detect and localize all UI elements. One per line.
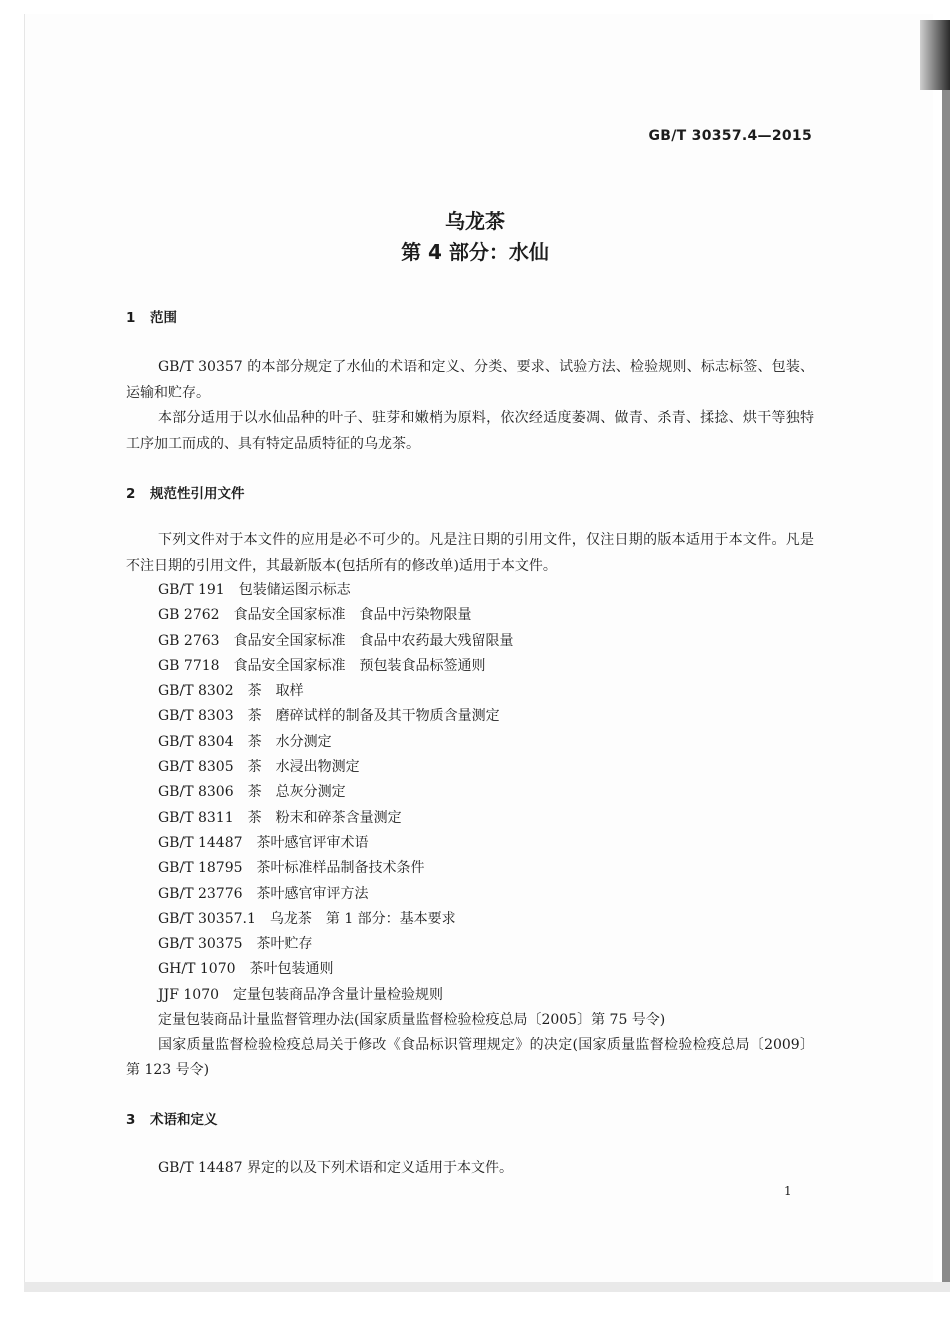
reference-code: GB/T 8302 (158, 683, 234, 700)
reference-item (158, 983, 814, 1008)
reference-title: 定量包装商品净含量计量检验规则 (233, 986, 444, 1003)
section-heading-terms (126, 1108, 218, 1128)
reference-item (158, 856, 814, 881)
scope-paragraph-2: 本部分适用于以水仙品种的叶子、驻芽和嫩梢为原料，依次经适度萎凋、做青、杀青、揉捻、烘干等独特工序加工而成的、具有特定品质特征的乌龙茶。 (126, 410, 814, 452)
section-number: 2 (126, 486, 136, 502)
reference-title: 茶叶贮存 (256, 936, 313, 953)
reference-list (158, 578, 814, 1033)
reference-title: 包装储运图示标志 (238, 582, 351, 598)
reference-code: GB/T 23776 (158, 885, 243, 902)
reference-code: GB/T 30375 (158, 936, 243, 953)
reference-title: 茶 取样 (247, 683, 304, 700)
reference-title: 茶 总灰分测定 (247, 784, 346, 801)
reference-item (158, 755, 814, 780)
section-heading-references (126, 482, 245, 502)
references-intro: 下列文件对于本文件的应用是必不可少的。凡是注日期的引用文件，仅注日期的版本适用于本文件。凡是不注日期的引用文件，其最新版本(包括所有的修改单)适用于本文件。 (126, 532, 814, 574)
section-title: 规范性引用文件 (150, 486, 245, 502)
reference-title: 茶叶标准样品制备技术条件 (256, 860, 425, 877)
reference-title: 茶 水浸出物测定 (247, 759, 360, 776)
reference-item (158, 780, 814, 805)
scope-paragraph-1: GB/T 30357 的本部分规定了水仙的术语和定义、分类、要求、试验方法、检验规则、标志标签、包装、运输和贮存。 (126, 359, 814, 401)
scan-bottom-edge (24, 1282, 950, 1292)
reference-code: GB/T 30357.1 (158, 910, 256, 927)
reference-item (158, 679, 814, 704)
document-title: 乌龙茶 (445, 209, 505, 233)
reference-item (158, 806, 814, 831)
reference-item (158, 730, 814, 755)
scan-margin (0, 0, 22, 1344)
reference-code: GB/T 191 (158, 582, 225, 598)
reference-item (158, 1008, 814, 1033)
reference-code: GB/T 8305 (158, 759, 234, 776)
reference-code: GB/T 14487 (158, 834, 243, 851)
reference-item (158, 704, 814, 729)
section-heading-scope (126, 306, 177, 326)
reference-item (158, 629, 814, 654)
reference-code: GB/T 8303 (158, 708, 234, 725)
reference-code: GB 7718 (158, 657, 220, 674)
standard-number: GB/T 30357.4—2015 (648, 128, 812, 144)
reference-title: 茶叶感官评审术语 (256, 834, 369, 851)
reference-code: GB/T 8306 (158, 784, 234, 801)
reference-item (158, 831, 814, 856)
page-number: 1 (784, 1184, 792, 1198)
reference-item (158, 603, 814, 628)
reference-code: JJF 1070 (158, 986, 220, 1003)
section-number: 3 (126, 1112, 136, 1128)
section-title: 范围 (150, 310, 177, 326)
reference-title: 茶 水分测定 (247, 733, 332, 750)
reference-item (158, 957, 814, 982)
reference-code: GH/T 1070 (158, 961, 236, 978)
reference-code: GB 2763 (158, 632, 220, 649)
section-number: 1 (126, 310, 136, 326)
reference-title: 食品安全国家标准 预包装食品标签通则 (233, 657, 486, 674)
reference-title: 食品安全国家标准 食品中污染物限量 (233, 607, 472, 624)
scan-shadow-corner (920, 20, 950, 90)
reference-code: GB/T 18795 (158, 860, 243, 877)
reference-item (158, 578, 814, 603)
reference-title: 茶叶包装通则 (249, 961, 334, 978)
reference-code: GB/T 8311 (158, 809, 234, 826)
reference-item (158, 654, 814, 679)
document-subtitle: 第 4 部分：水仙 (401, 240, 549, 264)
reference-regulation: 定量包装商品计量监督管理办法(国家质量监督检验检疫总局〔2005〕第 75 号令) (158, 1012, 666, 1029)
reference-title: 茶 磨碎试样的制备及其干物质含量测定 (247, 708, 500, 725)
terms-paragraph: GB/T 14487 界定的以及下列术语和定义适用于本文件。 (158, 1160, 513, 1176)
scan-shadow-edge (942, 90, 950, 1290)
reference-title: 茶 粉末和碎茶含量测定 (247, 809, 402, 826)
reference-item (158, 882, 814, 907)
reference-item (158, 907, 814, 932)
reference-code: GB 2762 (158, 607, 220, 624)
reference-item (158, 932, 814, 957)
reference-regulation-wrapped: 国家质量监督检验检疫总局关于修改《食品标识管理规定》的决定(国家质量监督检验检疫总局〔2009〕第 123 号令) (126, 1037, 814, 1079)
reference-title: 茶叶感官审评方法 (256, 885, 369, 902)
reference-title: 乌龙茶 第 1 部分：基本要求 (269, 910, 456, 927)
reference-code: GB/T 8304 (158, 733, 234, 750)
reference-title: 食品安全国家标准 食品中农药最大残留限量 (233, 632, 514, 649)
section-title: 术语和定义 (150, 1112, 218, 1128)
